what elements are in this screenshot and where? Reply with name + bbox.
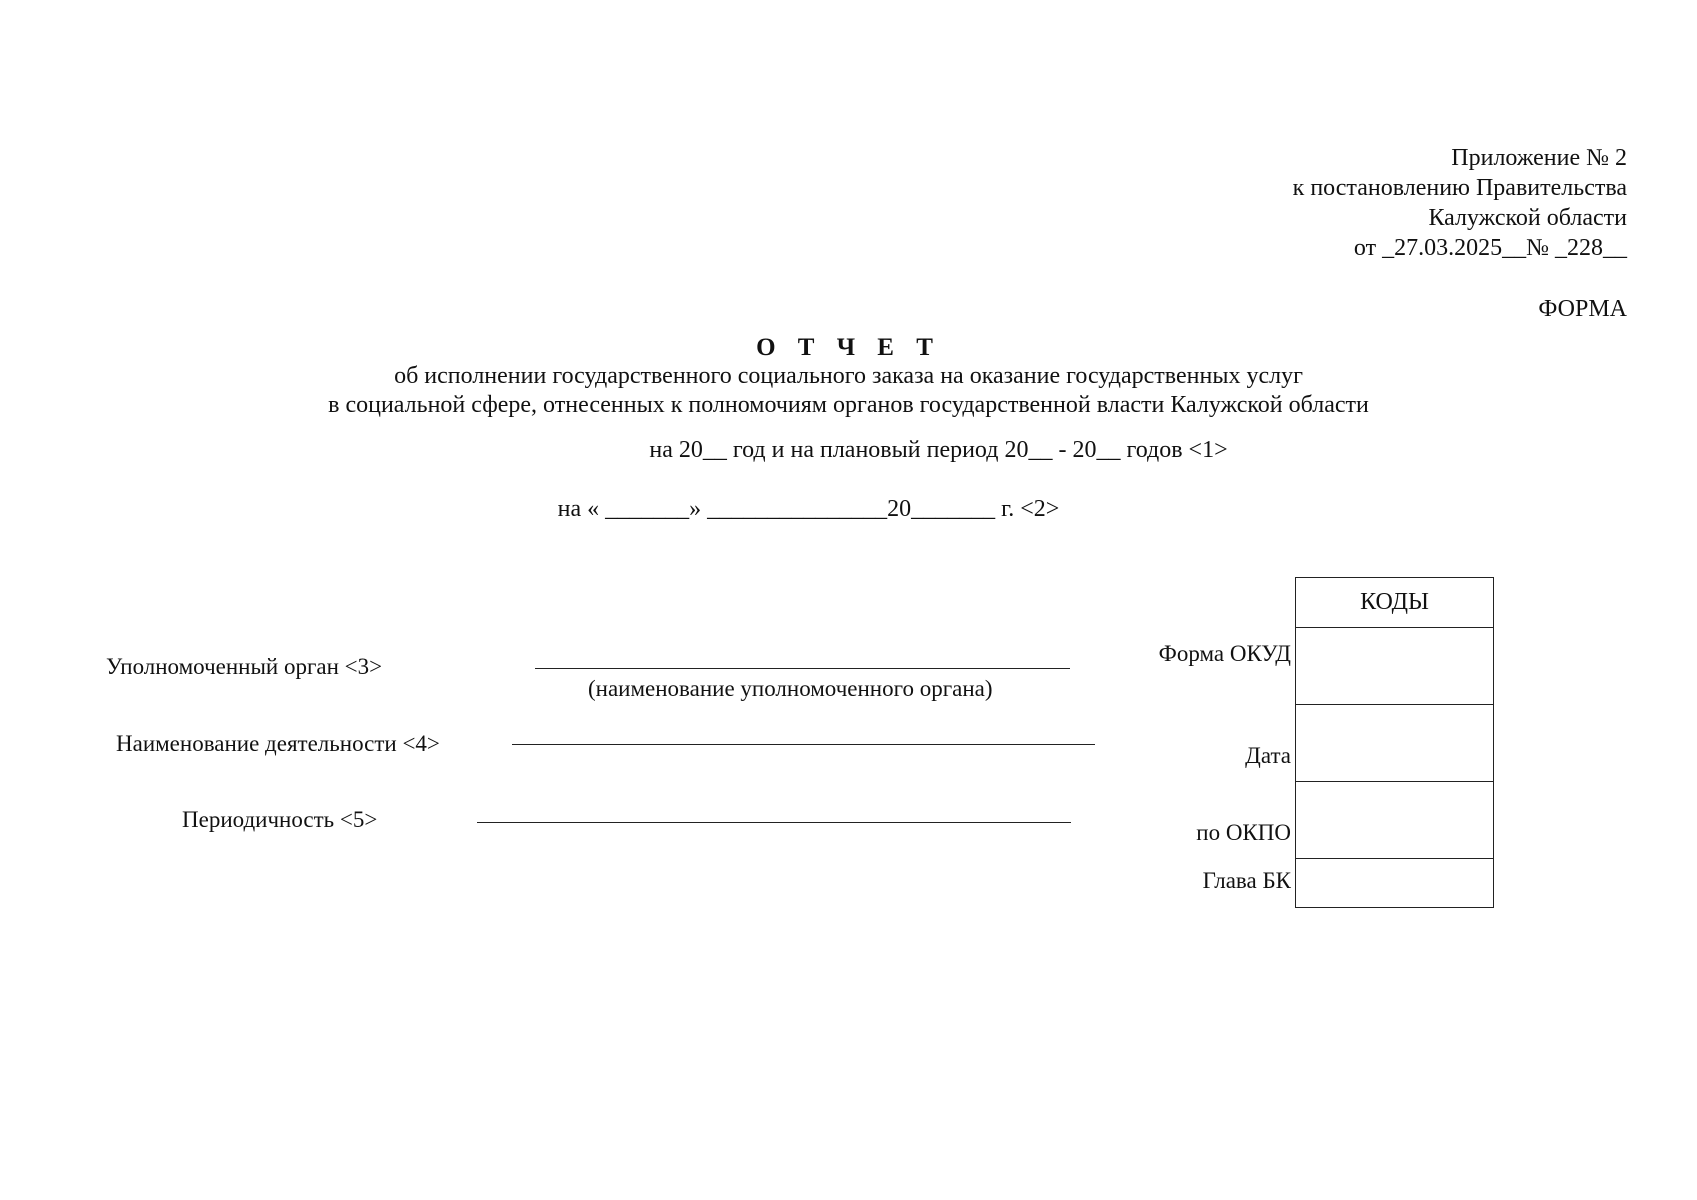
document-title: О Т Ч Е Т bbox=[756, 334, 941, 361]
authority-underline[interactable] bbox=[535, 668, 1070, 669]
periodicity-underline[interactable] bbox=[477, 822, 1071, 823]
title-line-3: на 20__ год и на плановый период 20__ - 20__ годов <1> bbox=[649, 437, 1228, 463]
activity-label: Наименование деятельности <4> bbox=[116, 731, 440, 756]
appendix-header bbox=[1293, 143, 1627, 263]
date-label: Дата bbox=[1245, 743, 1291, 768]
appendix-line-1: Приложение № 2 bbox=[1451, 145, 1627, 171]
authority-caption: (наименование уполномоченного органа) bbox=[588, 676, 993, 701]
title-line-2: в социальной сфере, отнесенных к полномочиям органов государственной власти Калужской области bbox=[328, 392, 1369, 418]
title-line-1: об исполнении государственного социального заказа на оказание государственных услуг bbox=[394, 363, 1303, 389]
bk-label: Глава БК bbox=[1202, 868, 1291, 893]
periodicity-label: Периодичность <5> bbox=[182, 807, 378, 832]
activity-underline[interactable] bbox=[512, 744, 1095, 745]
appendix-line-3: Калужской области bbox=[1428, 205, 1627, 231]
codes-header: КОДЫ bbox=[1296, 578, 1494, 628]
form-label: ФОРМА bbox=[1538, 296, 1627, 322]
appendix-line-2: к постановлению Правительства bbox=[1292, 175, 1627, 201]
okpo-code-cell[interactable] bbox=[1296, 782, 1494, 859]
codes-table bbox=[1295, 577, 1494, 908]
report-date-line: на « _______» _______________20_______ г. <2> bbox=[557, 496, 1060, 522]
okud-code-cell[interactable] bbox=[1296, 628, 1494, 705]
okpo-label: по ОКПО bbox=[1196, 820, 1291, 845]
authority-label: Уполномоченный орган <3> bbox=[106, 654, 383, 679]
okud-label: Форма ОКУД bbox=[1158, 641, 1291, 666]
appendix-line-4: от _27.03.2025__№ _228__ bbox=[1353, 235, 1627, 261]
date-code-cell[interactable] bbox=[1296, 705, 1494, 782]
bk-code-cell[interactable] bbox=[1296, 859, 1494, 908]
